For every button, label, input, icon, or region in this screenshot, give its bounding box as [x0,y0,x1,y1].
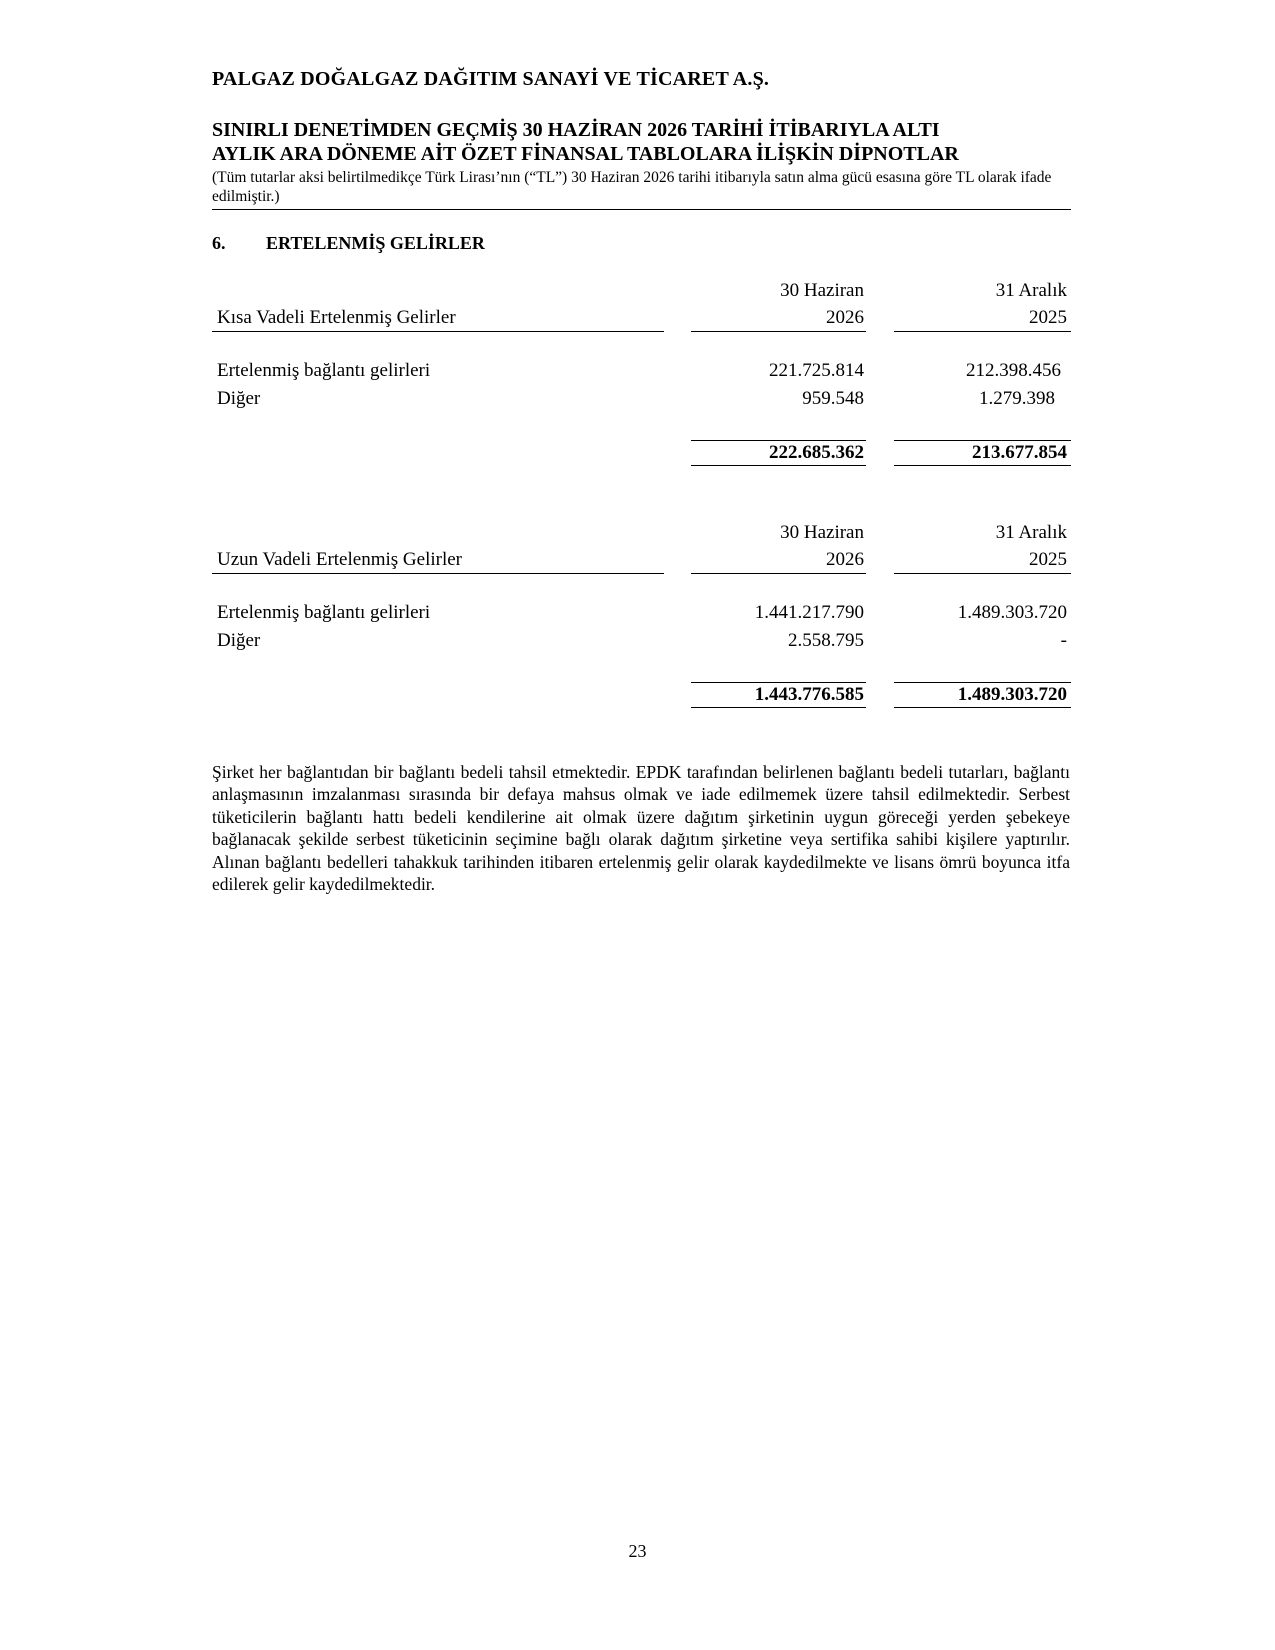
long-col2-header-line1: 31 Aralık [995,522,1067,543]
long-col1-underline [691,573,866,574]
report-title-line1: SINIRLI DENETİMDEN GEÇMİŞ 30 HAZİRAN 2026 TARİHİ İTİBARIYLA ALTI [212,119,940,141]
long-row-label: Ertelenmiş bağlantı gelirleri [217,602,431,623]
long-term-label: Uzun Vadeli Ertelenmiş Gelirler [217,549,462,570]
short-total-2025: 213.677.854 [972,442,1067,463]
short-row-value-2025: 1.279.398 [979,388,1055,409]
long-label-underline [212,573,664,574]
long-row-value-2025: - [1060,630,1067,651]
short-col2-header-line2: 2025 [1029,307,1067,328]
long-row-label: Diğer [217,630,261,651]
report-subtitle: (Tüm tutarlar aksi belirtilmedikçe Türk Lirası’nın (“TL”) 30 Haziran 2026 tarihi itibarıyla satın alma gücü esasına göre TL olarak ifade edilmiştir.) [212,169,1052,205]
short-label-underline [212,331,664,332]
short-col1-underline [691,331,866,332]
long-total-2025: 1.489.303.720 [957,684,1067,705]
short-row-value-2026: 221.725.814 [769,360,864,381]
long-col1-header-line2: 2026 [826,549,864,570]
long-row-value-2026: 1.441.217.790 [754,602,864,623]
long-col2-underline [894,573,1071,574]
short-total-2026: 222.685.362 [769,442,864,463]
long-total-2026: 1.443.776.585 [754,684,864,705]
company-name: PALGAZ DOĞALGAZ DAĞITIM SANAYİ VE TİCARET A.Ş. [212,68,770,90]
section-title: ERTELENMİŞ GELİRLER [266,233,485,253]
short-col2-underline [894,331,1071,332]
short-term-label: Kısa Vadeli Ertelenmiş Gelirler [217,307,456,328]
long-row-value-2026: 2.558.795 [788,630,864,651]
short-col2-header-line1: 31 Aralık [995,280,1067,301]
short-row-label: Ertelenmiş bağlantı gelirleri [217,360,431,381]
short-row-value-2025: 212.398.456 [966,360,1061,381]
long-row-value-2025: 1.489.303.720 [957,602,1067,623]
short-row-value-2026: 959.548 [802,388,864,409]
short-row-label: Diğer [217,388,261,409]
header-rule [212,209,1071,210]
short-col1-header-line2: 2026 [826,307,864,328]
long-col2-header-line2: 2025 [1029,549,1067,570]
short-col1-header-line1: 30 Haziran [780,280,864,301]
explanatory-paragraph: Şirket her bağlantıdan bir bağlantı bedeli tahsil etmektedir. EPDK tarafından belirlenen bağlantı bedeli tutarları, bağlantı anlaşmasının imzalanması sırasında bir defaya mahsus olmak ve iade edilmemek üzere tahsil edilmektedir. Serbest tüketicilerin bağlantı hattı bedeli kendilerine ait olmak üzere dağıtım şirketinin uygun göreceği yerden şebekeye bağlanacak şekilde serbest tüketicinin seçimine bağlı olarak dağıtım şirketine veya sertifika sahibi kişilere yaptırılır. Alınan bağlantı bedelleri tahakkuk tarihinden itibaren ertelenmiş gelir olarak kaydedilmekte ve lisans ömrü boyunca itfa edilerek gelir kaydedilmektedir. [212,762,1070,895]
section-number: 6. [212,233,226,253]
page-number: 23 [628,1541,647,1561]
long-col1-header-line1: 30 Haziran [780,522,864,543]
report-title-line2: AYLIK ARA DÖNEME AİT ÖZET FİNANSAL TABLOLARA İLİŞKİN DİPNOTLAR [212,143,959,165]
